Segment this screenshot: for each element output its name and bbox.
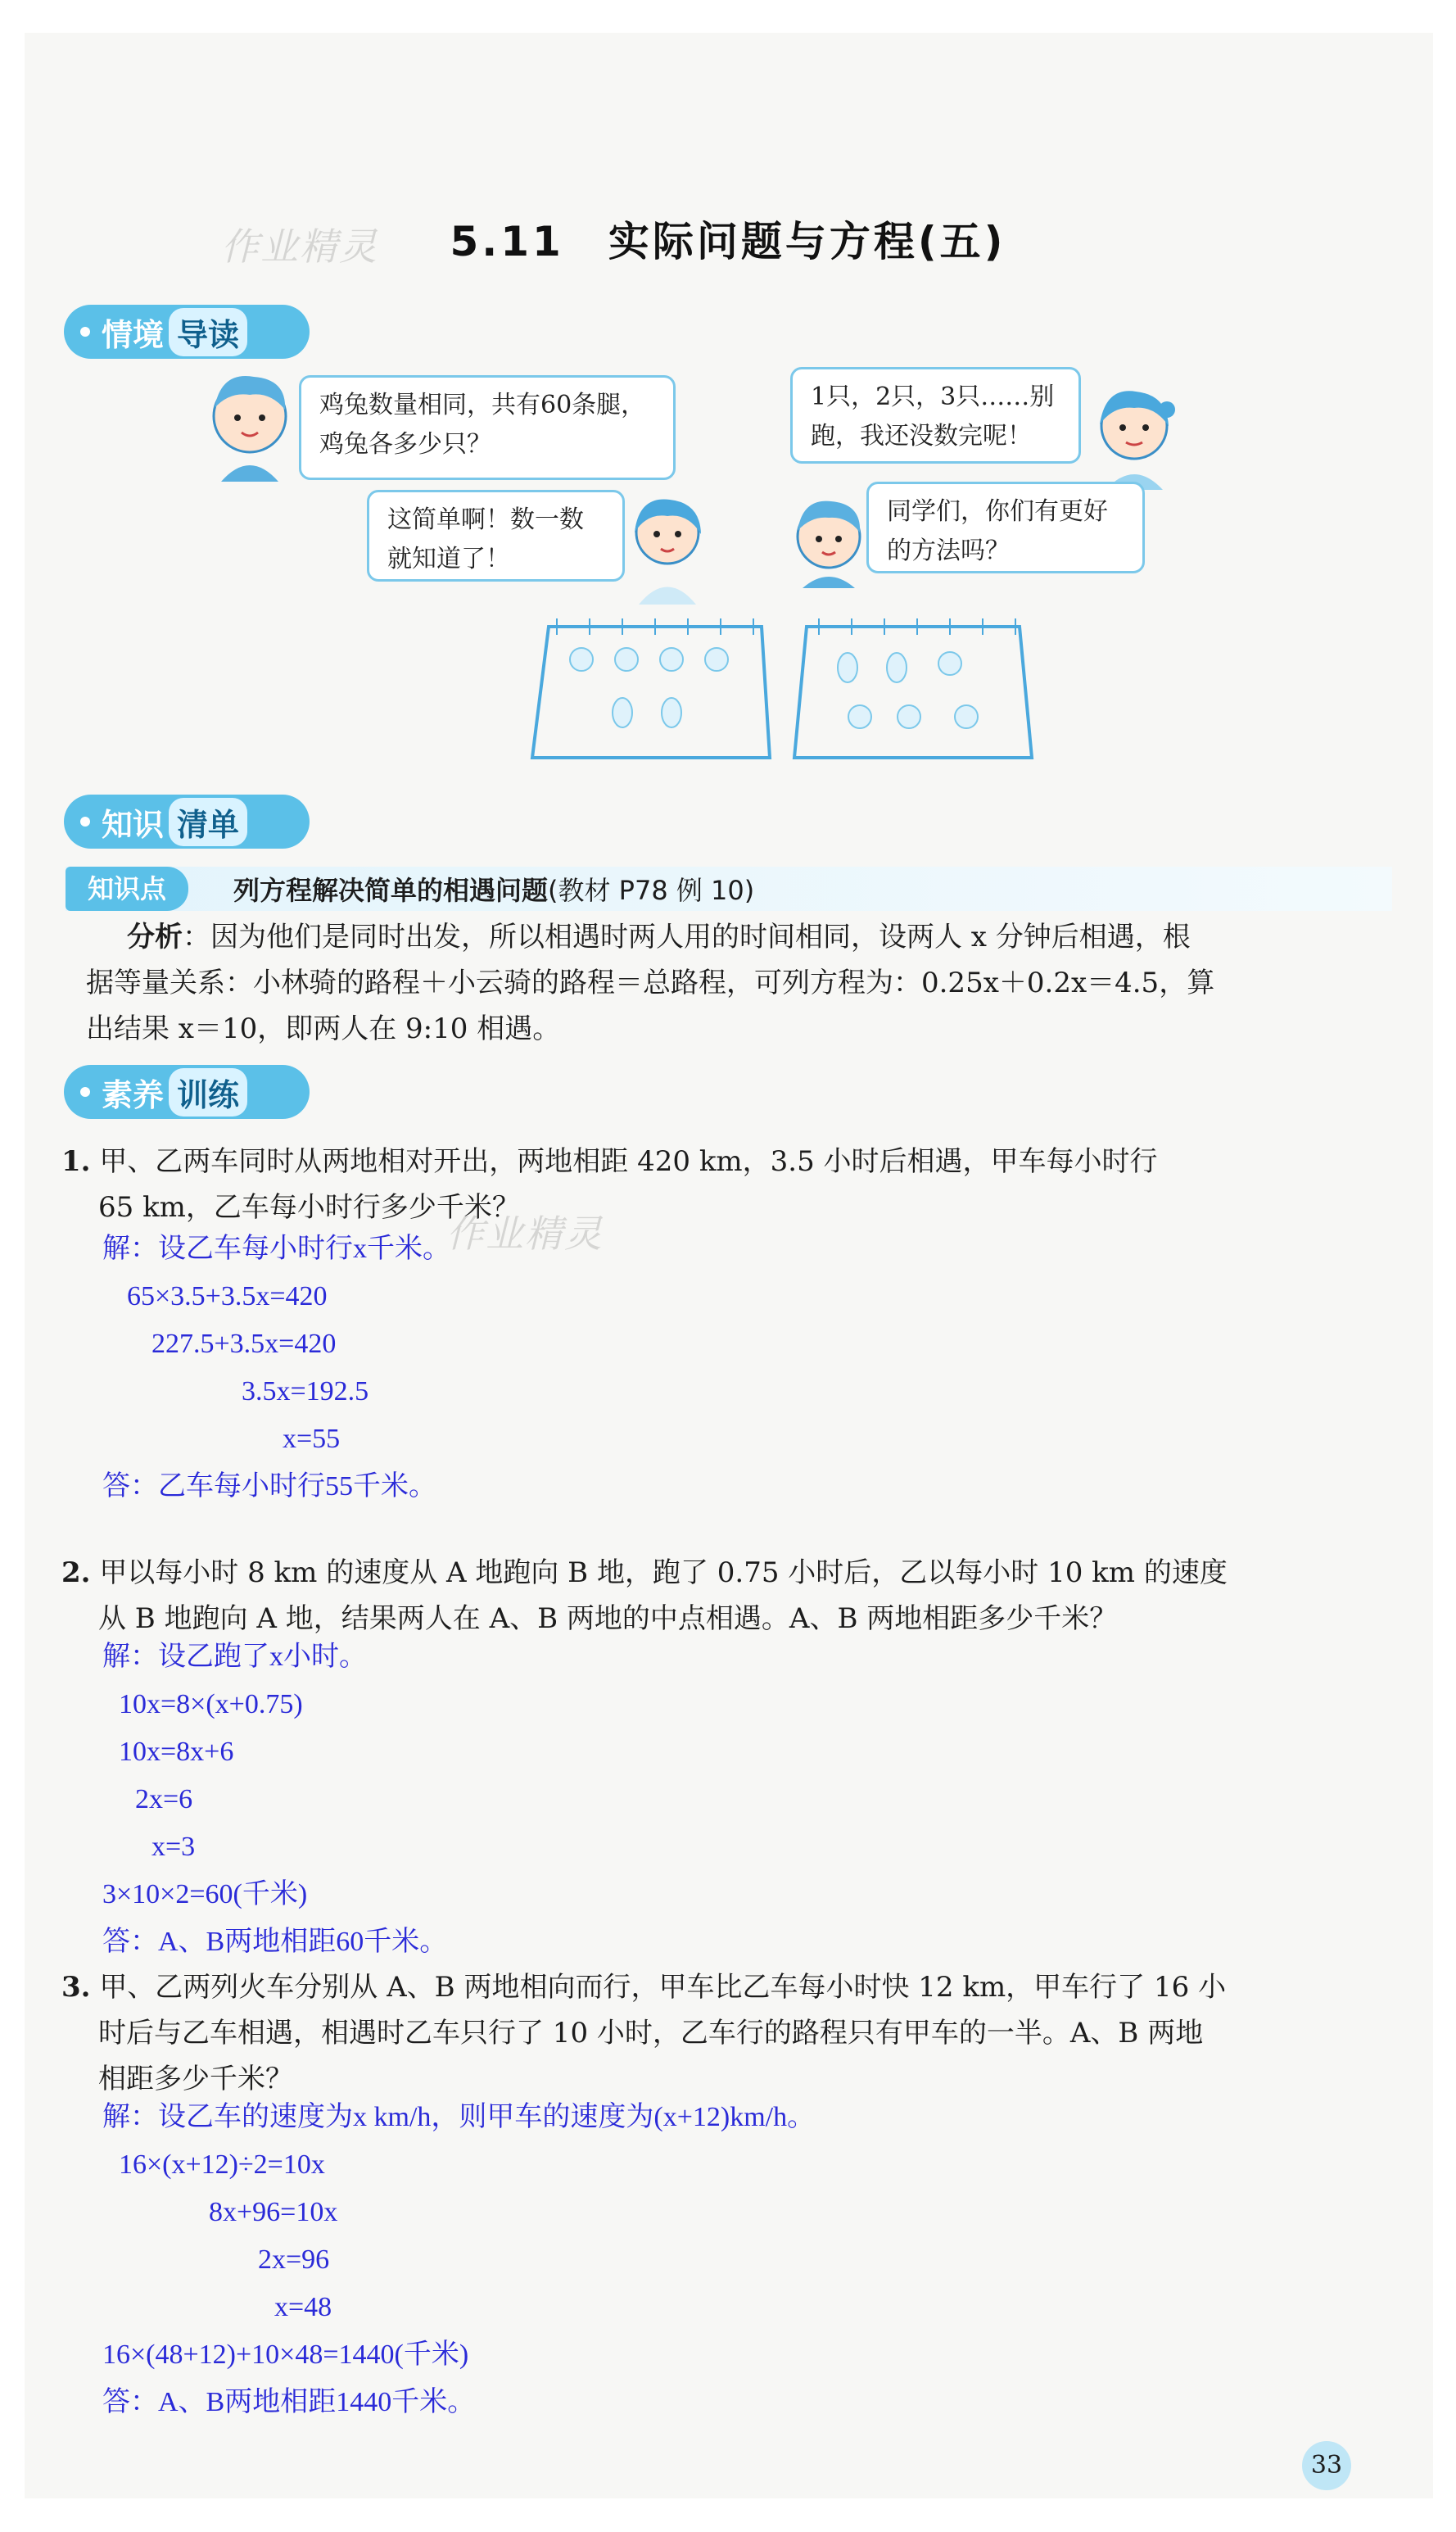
answer-1-line: x=55	[283, 1424, 341, 1454]
analysis-label: 分析	[127, 921, 183, 953]
answer-2-line: 答：A、B两地相距60千米。	[102, 1927, 448, 1957]
problem-line: 65 km，乙车每小时行多少千米？	[98, 1191, 520, 1224]
speech-bubble-2: 1只，2只，3只……别跑，我还没数完呢！	[790, 367, 1081, 464]
problem-2	[61, 1550, 1404, 1642]
answer-2-line: x=3	[151, 1832, 196, 1862]
section-header-part1: 知识	[102, 806, 165, 843]
problem-line: 时后与乙车相遇，相遇时乙车只行了 10 小时，乙车行的路程只有甲车的一半。A、B 两地	[98, 2017, 1204, 2050]
answer-2-line: 10x=8×(x+0.75)	[119, 1689, 303, 1719]
answer-1-line: 3.5x=192.5	[242, 1376, 369, 1406]
answer-2-line: 解：设乙跑了x小时。	[102, 1642, 367, 1672]
animal-pens-illustration	[524, 602, 1065, 774]
answer-3-line: 解：设乙车的速度为x km/h，则甲车的速度为(x+12)km/h。	[102, 2102, 816, 2132]
answer-3-line: x=48	[274, 2292, 332, 2322]
section-header-part2: 清单	[169, 798, 247, 846]
answer-3-line: 16×(x+12)÷2=10x	[119, 2149, 325, 2180]
problem-line: 甲、乙两列火车分别从 A、B 两地相向而行，甲车比乙车每小时快 12 km，甲车行了 16 小	[99, 1971, 1227, 2004]
section-header-part2: 训练	[169, 1068, 247, 1117]
problem-line: 甲、乙两车同时从两地相对开出，两地相距 420 km，3.5 小时后相遇，甲车每小时行	[99, 1145, 1158, 1178]
section-header-practice	[64, 1065, 310, 1119]
page-number: 33	[1302, 2441, 1351, 2490]
answer-2-line: 10x=8x+6	[119, 1737, 234, 1767]
answer-1-line: 解：设乙车每小时行x千米。	[102, 1234, 450, 1264]
answer-3-line: 答：A、B两地相距1440千米。	[102, 2387, 476, 2417]
problem-number: 3.	[61, 1971, 91, 2004]
knowledge-title-text: 列方程解决简单的相遇问题	[233, 875, 549, 906]
speech-bubble-1: 鸡兔数量相同，共有60条腿，鸡兔各多少只？	[299, 375, 676, 480]
knowledge-ref: (教材 P78 例 10)	[548, 875, 755, 906]
answer-3-line: 16×(48+12)+10×48=1440(千米)	[102, 2339, 469, 2370]
answer-2-line: 3×10×2=60(千米)	[102, 1879, 308, 1909]
girl-avatar-right	[1085, 377, 1191, 491]
answer-3-line: 2x=96	[258, 2244, 330, 2275]
problem-number: 1.	[61, 1145, 91, 1178]
girl-avatar-center	[622, 483, 721, 606]
speech-bubble-3: 这简单啊！数一数就知道了！	[367, 490, 625, 582]
watermark: 作业精灵	[446, 1212, 604, 1256]
section-header-part2: 导读	[169, 308, 247, 356]
boy-avatar-center	[786, 491, 876, 590]
analysis-line: 据等量关系：小林骑的路程＋小云骑的路程＝总路程，可列方程为：0.25x＋0.2x＝4.5，算	[86, 967, 1215, 999]
section-header-situation	[64, 305, 310, 359]
problem-line: 相距多少千米？	[98, 2063, 293, 2095]
problem-number: 2.	[61, 1556, 91, 1589]
speech-bubble-4: 同学们，你们有更好的方法吗？	[866, 482, 1145, 573]
lesson-title: 5.11 实际问题与方程(五)	[450, 218, 1006, 265]
answer-3-line: 8x+96=10x	[209, 2197, 338, 2227]
problem-line: 从 B 地跑向 A 地，结果两人在 A、B 两地的中点相遇。A、B 两地相距多少千米？	[98, 1602, 1118, 1635]
section-header-knowledge	[64, 795, 310, 849]
analysis-line: 出结果 x＝10，即两人在 9:10 相遇。	[86, 1012, 561, 1045]
analysis-line: ：因为他们是同时出发，所以相遇时两人用的时间相同，设两人 x 分钟后相遇，根	[183, 921, 1191, 953]
analysis-paragraph	[86, 914, 1396, 1052]
problem-3	[61, 1964, 1404, 2102]
answer-1-line: 227.5+3.5x=420	[151, 1329, 337, 1359]
problem-line: 甲以每小时 8 km 的速度从 A 地跑向 B 地，跑了 0.75 小时后，乙以每小时 10 km 的速度	[99, 1556, 1228, 1589]
section-header-part1: 素养	[102, 1076, 165, 1113]
problem-1	[61, 1139, 1404, 1230]
answer-2-line: 2x=6	[135, 1784, 193, 1814]
answer-1-line: 答：乙车每小时行55千米。	[102, 1471, 436, 1502]
answer-1-line: 65×3.5+3.5x=420	[127, 1281, 328, 1311]
watermark: 作业精灵	[221, 224, 378, 269]
knowledge-title	[233, 870, 754, 908]
knowledge-tag: 知识点	[66, 867, 188, 911]
section-header-part1: 情境	[102, 316, 165, 353]
